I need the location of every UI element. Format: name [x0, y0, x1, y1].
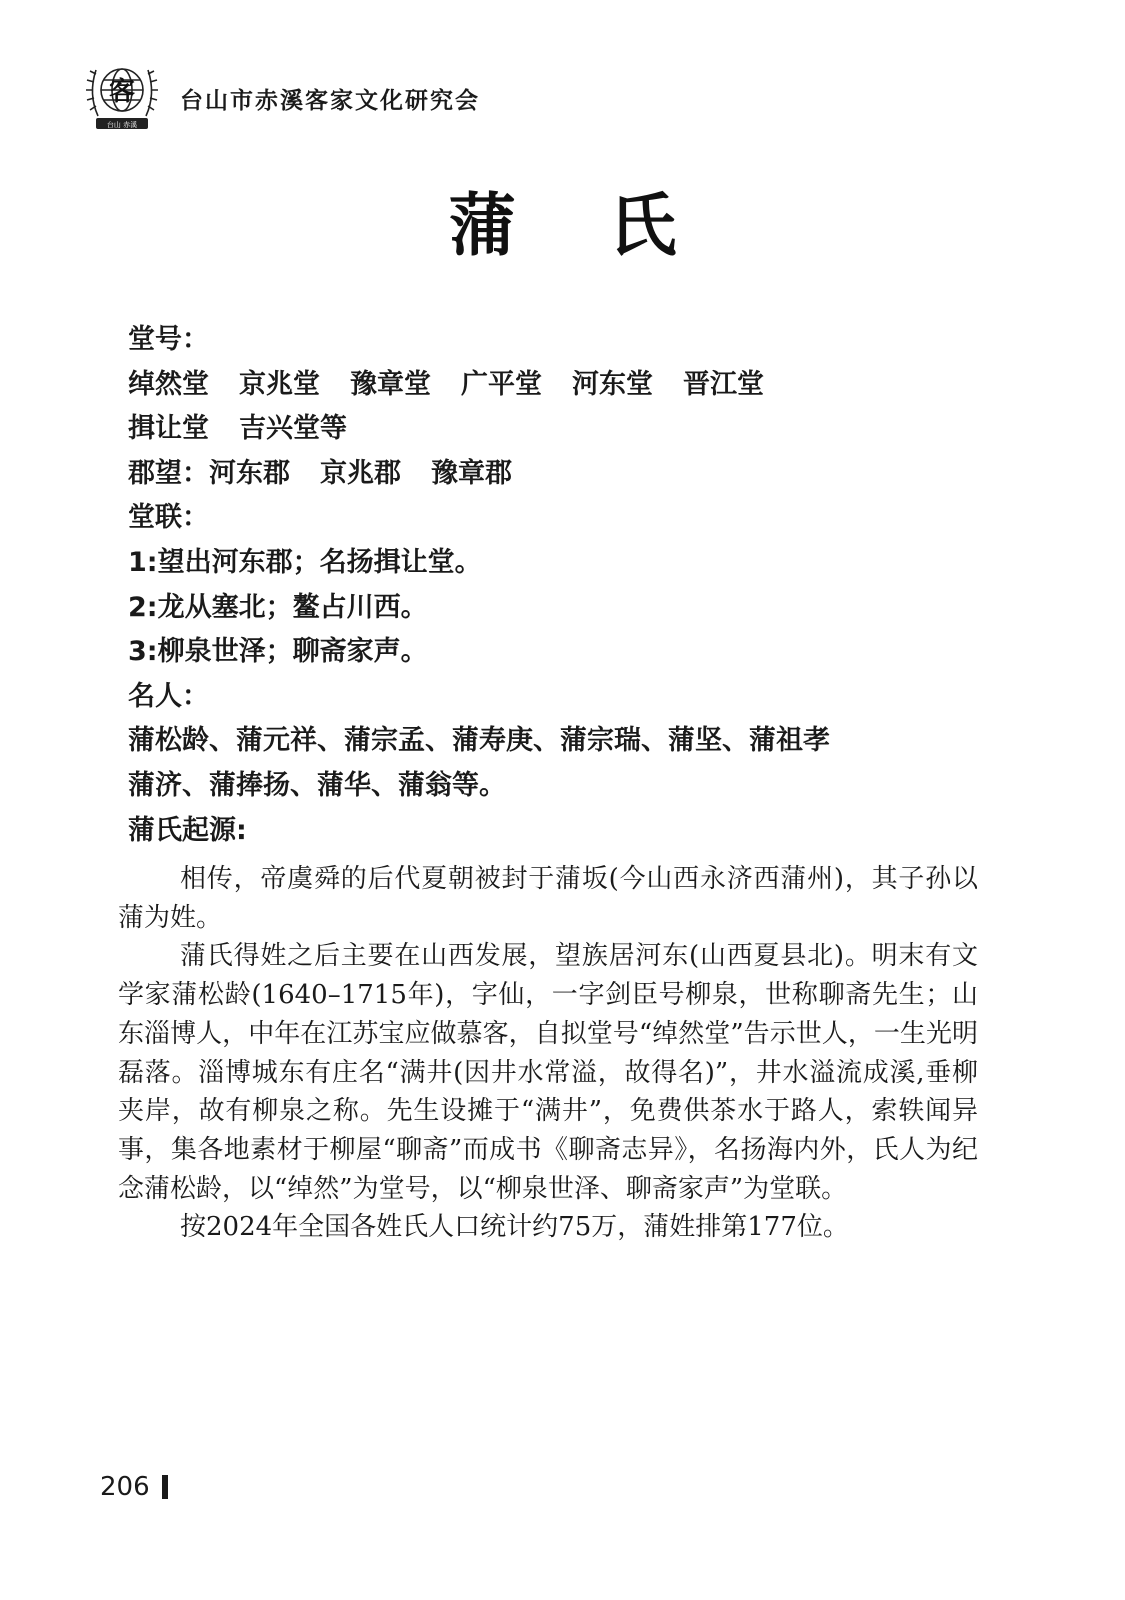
commandery-label: 郡望：	[128, 457, 209, 489]
origin-paragraph: 按2024年全国各姓氏人口统计约75万，蒲姓排第177位。	[180, 1212, 849, 1243]
commandery-line	[128, 452, 998, 497]
celebrities-line-2: 蒲济、蒲捧扬、蒲华、蒲翁等。	[128, 769, 506, 801]
hall-names-line-1	[128, 363, 998, 408]
clan-info-section	[128, 318, 998, 853]
page-footer	[100, 1472, 168, 1502]
page-number-bar	[162, 1475, 168, 1499]
commandery-item: 豫章郡	[431, 457, 512, 489]
couplet-item: 2:龙从塞北；鳌占川西。	[128, 591, 428, 623]
origin-label: 蒲氏起源:	[128, 814, 247, 846]
hall-name: 广平堂	[461, 368, 542, 400]
couplet-item: 1:望出河东郡；名扬揖让堂。	[128, 546, 482, 578]
origin-paragraph: 蒲氏得姓之后主要在山西发展，望族居河东(山西夏县北)。明末有文学家蒲松龄(1640–1715年)，字仙，一字剑臣号柳泉，世称聊斋先生；山东淄博人，中年在江苏宝应做慕客，自拟堂号“绰然堂”告示世人，一生光明磊落。淄博城东有庄名“满井(因井水常溢，故得名)”，井水溢流成溪,垂柳夹岸，故有柳泉之称。先生设摊于“满井”，免费供茶水于路人，索轶闻异事，集各地素材于柳屋“聊斋”而成书《聊斋志异》，名扬海内外，氏人为纪念蒲松龄，以“绰然”为堂号，以“柳泉世泽、聊斋家声”为堂联。	[118, 941, 978, 1204]
association-logo	[84, 54, 160, 134]
title-char-2: 氏	[608, 186, 677, 266]
origin-paragraph: 相传，帝虞舜的后代夏朝被封于蒲坂(今山西永济西蒲州)，其子孙以蒲为姓。	[118, 864, 978, 933]
hall-names-label: 堂号：	[128, 324, 209, 355]
hall-names-line-2	[128, 407, 998, 452]
logo-banner-text: 台山 赤溪	[106, 121, 138, 129]
hall-name: 揖让堂	[128, 413, 209, 445]
commandery-item: 河东郡	[209, 457, 290, 489]
hall-name: 吉兴堂等	[239, 413, 347, 445]
page-header	[84, 52, 480, 136]
page-title	[0, 172, 1125, 269]
celebrities-label: 名人：	[128, 680, 209, 712]
hall-name: 河东堂	[572, 368, 653, 400]
hall-name: 京兆堂	[239, 368, 320, 400]
couplets-label: 堂联：	[128, 502, 209, 534]
logo-character: 客	[108, 77, 136, 107]
couplet-item: 3:柳泉世泽；聊斋家声。	[128, 636, 428, 668]
organization-name: 台山市赤溪客家文化研究会	[180, 86, 480, 114]
celebrities-line-1: 蒲松龄、蒲元祥、蒲宗孟、蒲寿庚、蒲宗瑞、蒲坚、蒲祖孝	[128, 725, 830, 757]
origin-text	[118, 860, 978, 1247]
title-char-1: 蒲	[448, 186, 517, 266]
hall-name: 晋江堂	[683, 368, 764, 400]
commandery-item: 京兆郡	[320, 457, 401, 489]
hall-name: 豫章堂	[350, 368, 431, 400]
hall-name: 绰然堂	[128, 368, 209, 400]
page-number: 206	[100, 1472, 150, 1502]
